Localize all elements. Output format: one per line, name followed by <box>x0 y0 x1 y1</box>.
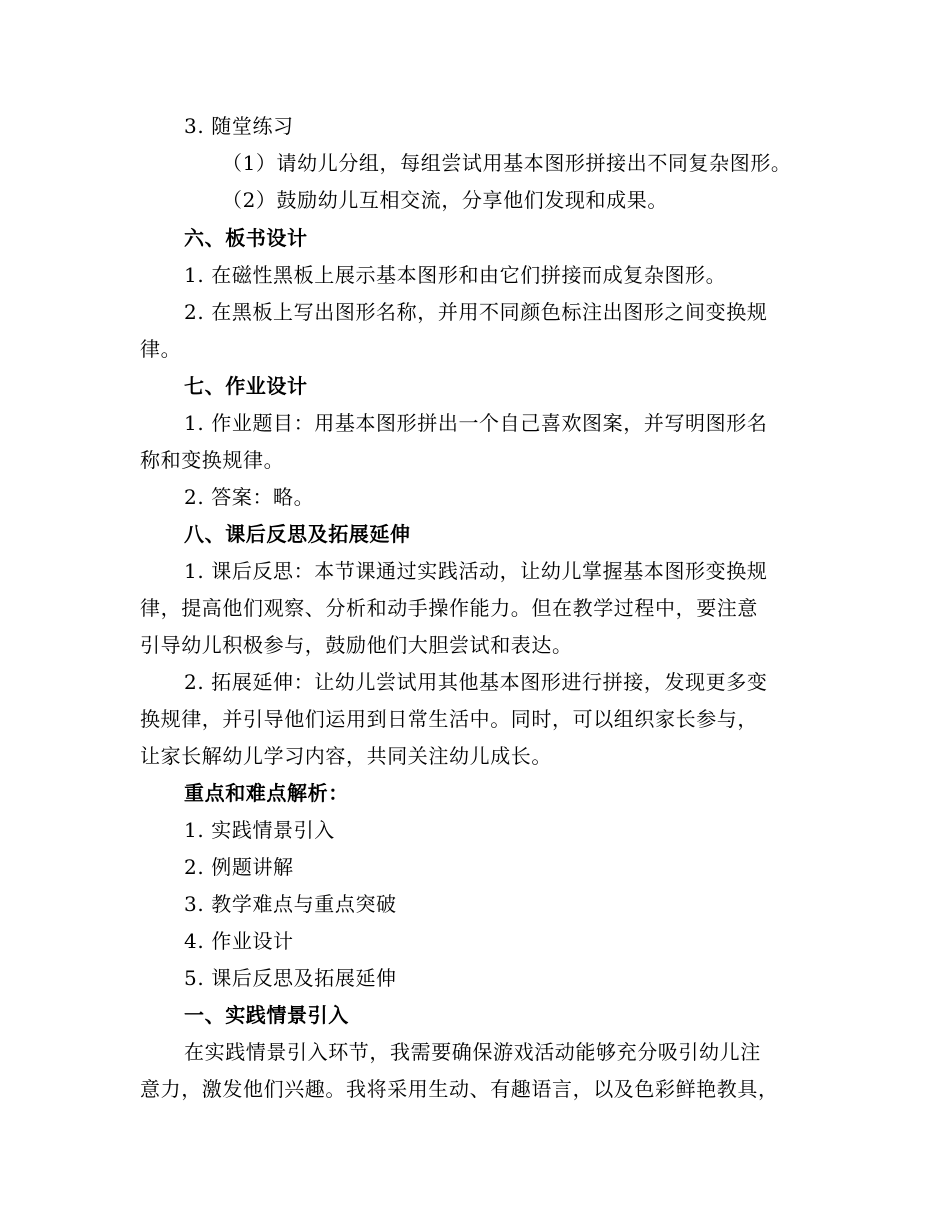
key-points-item-2: 2. 例题讲解 <box>184 855 294 879</box>
section-intro-heading: 一、实践情景引入 <box>184 1003 349 1027</box>
homework-item-1-line-1: 1. 作业题目：用基本图形拼出一个自己喜欢图案，并写明图形名 <box>184 411 768 435</box>
practice-item-1: （1）请幼儿分组，每组尝试用基本图形拼接出不同复杂图形。 <box>222 151 792 175</box>
homework-item-1-line-2: 称和变换规律。 <box>140 448 285 472</box>
homework-item-2: 2. 答案：略。 <box>184 485 315 509</box>
board-design-item-2-line-2: 律。 <box>140 337 182 361</box>
section-intro-para-line-2: 意力，激发他们兴趣。我将采用生动、有趣语言，以及色彩鲜艳教具， <box>140 1077 779 1101</box>
practice-item-2: （2）鼓励幼儿互相交流，分享他们发现和成果。 <box>222 188 668 212</box>
section-intro-para-line-1: 在实践情景引入环节，我需要确保游戏活动能够充分吸引幼儿注 <box>184 1040 761 1064</box>
reflection-item-2-line-3: 让家长解幼儿学习内容，共同关注幼儿成长。 <box>140 744 552 768</box>
board-design-item-2-line-1: 2. 在黑板上写出图形名称，并用不同颜色标注出图形之间变换规 <box>184 300 768 324</box>
reflection-heading: 八、课后反思及拓展延伸 <box>184 522 411 546</box>
key-points-item-5: 5. 课后反思及拓展延伸 <box>184 966 397 990</box>
key-points-heading: 重点和难点解析： <box>184 781 349 805</box>
key-points-item-3: 3. 教学难点与重点突破 <box>184 892 397 916</box>
reflection-item-2-line-2: 换规律，并引导他们运用到日常生活中。同时，可以组织家长参与， <box>140 707 758 731</box>
board-design-item-1: 1. 在磁性黑板上展示基本图形和由它们拼接而成复杂图形。 <box>184 263 727 287</box>
key-points-item-4: 4. 作业设计 <box>184 929 294 953</box>
key-points-item-1: 1. 实践情景引入 <box>184 818 335 842</box>
homework-heading: 七、作业设计 <box>184 374 308 398</box>
reflection-item-2-line-1: 2. 拓展延伸：让幼儿尝试用其他基本图形进行拼接，发现更多变 <box>184 670 768 694</box>
reflection-item-1-line-1: 1. 课后反思：本节课通过实践活动，让幼儿掌握基本图形变换规 <box>184 559 768 583</box>
board-design-heading: 六、板书设计 <box>184 226 308 250</box>
practice-title: 3. 随堂练习 <box>184 114 294 138</box>
reflection-item-1-line-2: 律，提高他们观察、分析和动手操作能力。但在教学过程中，要注意 <box>140 596 758 620</box>
reflection-item-1-line-3: 引导幼儿积极参与，鼓励他们大胆尝试和表达。 <box>140 633 573 657</box>
